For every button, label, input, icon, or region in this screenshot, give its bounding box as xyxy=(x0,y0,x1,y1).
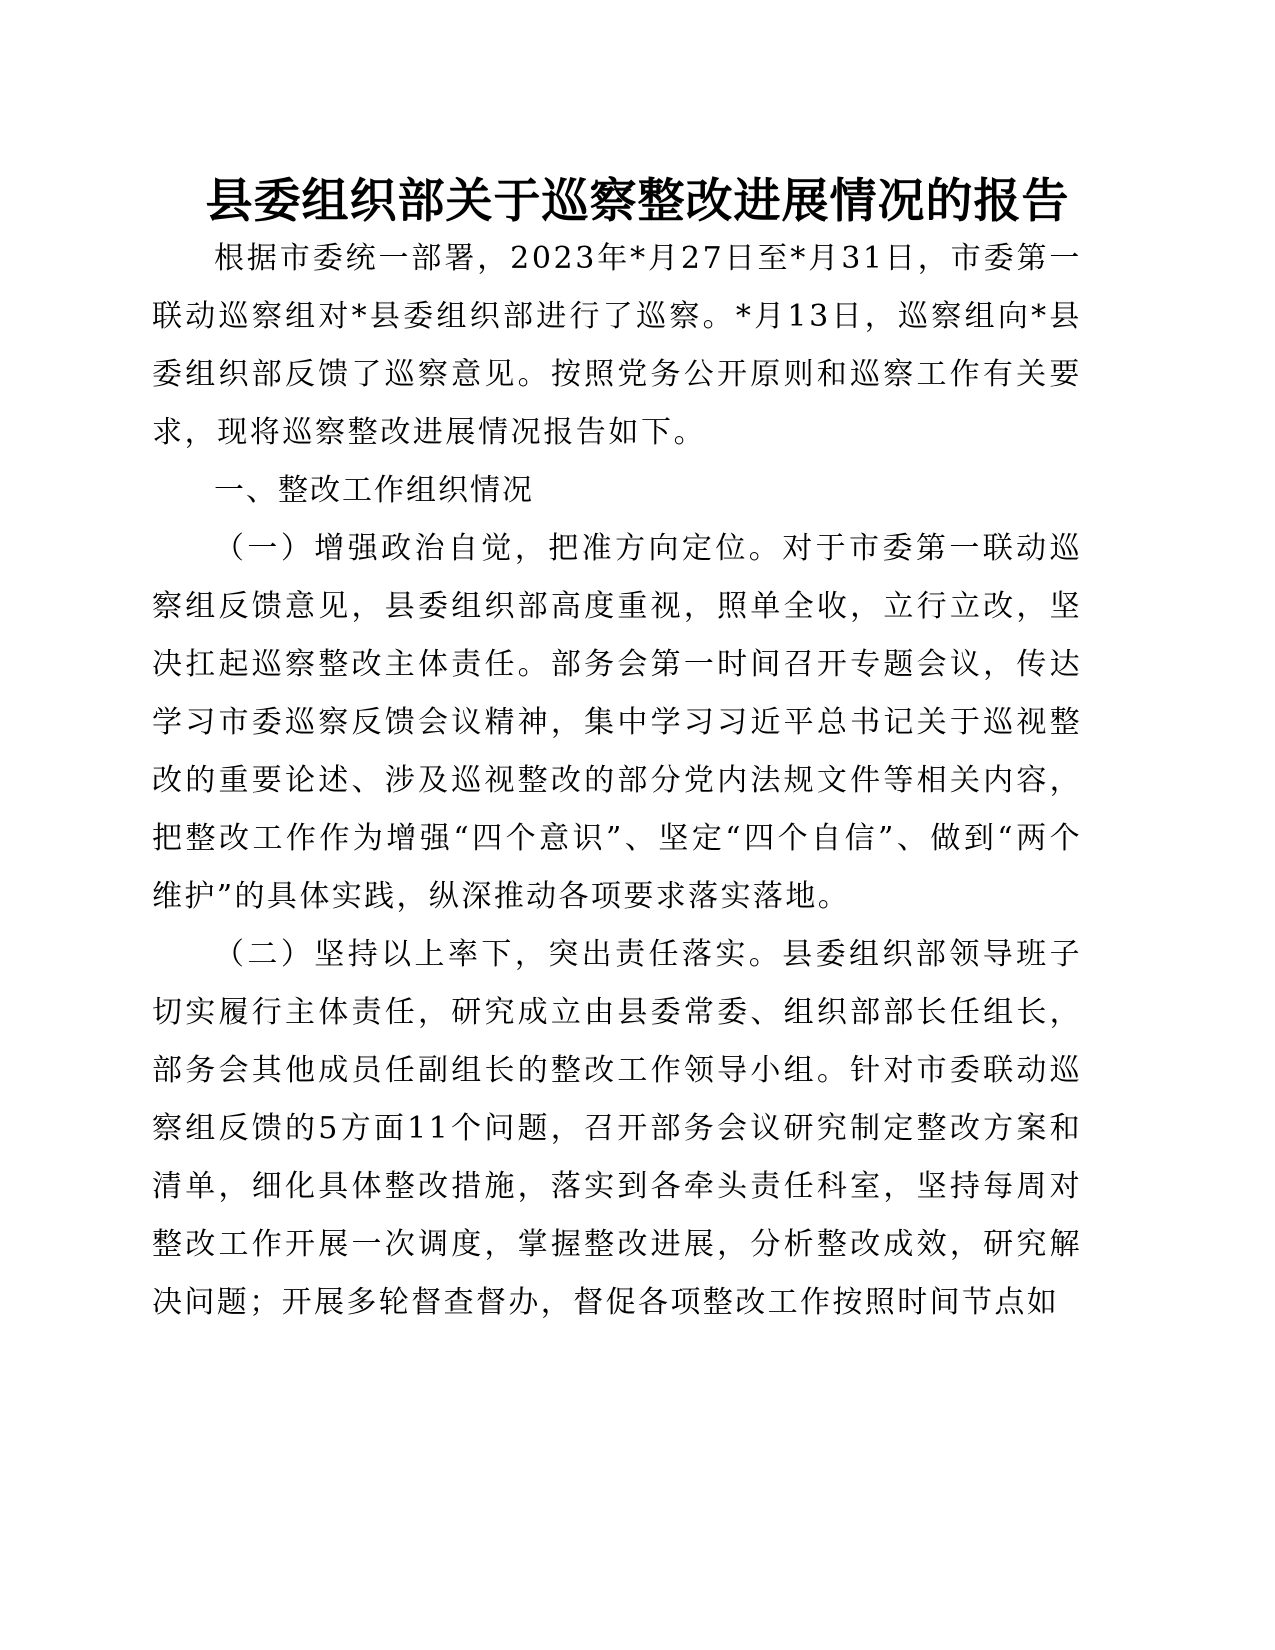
document-body xyxy=(152,230,1082,1332)
subsection-1-paragraph: （一）增强政治自觉，把准方向定位。对于市委第一联动巡察组反馈意见，县委组织部高度重视，照单全收，立行立改，坚决扛起巡察整改主体责任。部务会第一时间召开专题会议，传达学习市委巡察反馈会议精神，集中学习习近平总书记关于巡视整改的重要论述、涉及巡视整改的部分党内法规文件等相关内容，把整改工作作为增强“四个意识”、坚定“四个自信”、做到“两个维护”的具体实践，纵深推动各项要求落实落地。 xyxy=(152,531,1082,914)
subsection-2-paragraph: （二）坚持以上率下，突出责任落实。县委组织部领导班子切实履行主体责任，研究成立由县委常委、组织部部长任组长，部务会其他成员任副组长的整改工作领导小组。针对市委联动巡察组反馈的5方面11个问题，召开部务会议研究制定整改方案和清单，细化具体整改措施，落实到各牵头责任科室，坚持每周对整改工作开展一次调度，掌握整改进展，分析整改成效，研究解决问题；开展多轮督查督办，督促各项整改工作按照时间节点如 xyxy=(152,937,1082,1320)
document-title: 县委组织部关于巡察整改进展情况的报告 xyxy=(205,174,1070,229)
intro-paragraph: 根据市委统一部署，2023年*月27日至*月31日，市委第一联动巡察组对*县委组织部进行了巡察。*月13日，巡察组向*县委组织部反馈了巡察意见。按照党务公开原则和巡察工作有关要求，现将巡察整改进展情况报告如下。 xyxy=(152,241,1082,450)
section-heading: 一、整改工作组织情况 xyxy=(214,473,534,508)
